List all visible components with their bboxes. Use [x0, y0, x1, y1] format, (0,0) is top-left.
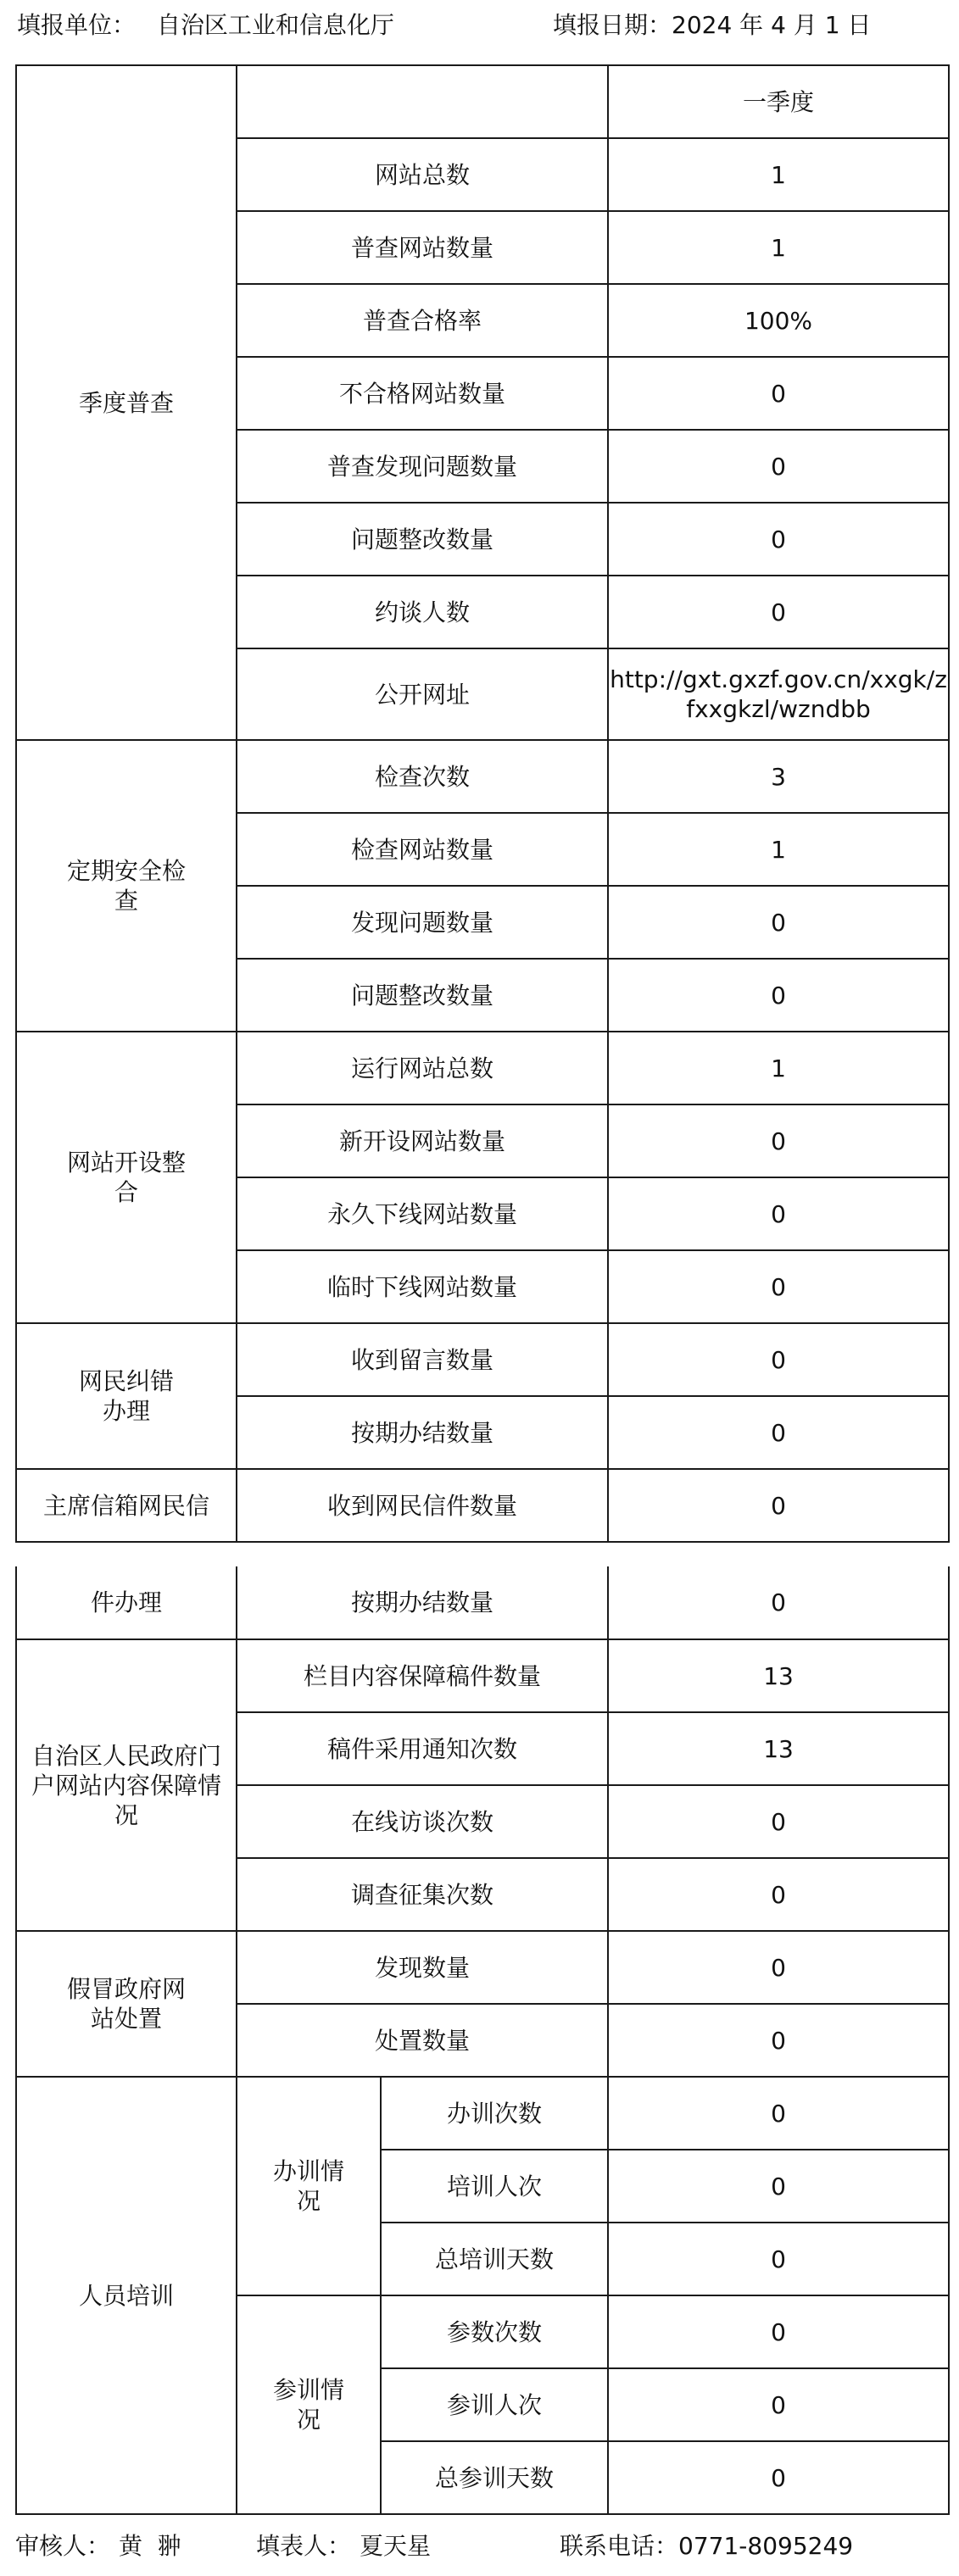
- filler: [256, 2529, 431, 2563]
- column-header: 一季度: [608, 65, 949, 138]
- row-label: 不合格网站数量: [237, 357, 608, 430]
- row-value: 0: [608, 1931, 949, 2004]
- row-label: 按期办结数量: [237, 1566, 608, 1639]
- row-label: 普查发现问题数量: [237, 430, 608, 503]
- row-value: 0: [608, 357, 949, 430]
- row-label: 约谈人数: [237, 576, 608, 648]
- row-value: 1: [608, 1032, 949, 1104]
- header-blank-cell: [237, 65, 608, 138]
- row-value: 0: [608, 576, 949, 648]
- row-value: 0: [608, 1177, 949, 1250]
- row-label: 普查网站数量: [237, 211, 608, 284]
- row-label: 总参训天数: [381, 2441, 608, 2514]
- row-value: 0: [608, 2077, 949, 2150]
- filler-value: 夏天星: [360, 2532, 432, 2560]
- row-label: 检查网站数量: [237, 813, 608, 886]
- row-label: 培训人次: [381, 2150, 608, 2223]
- row-value: 0: [608, 1785, 949, 1858]
- row-label: 普查合格率: [237, 284, 608, 357]
- unit-label: 填报单位：: [17, 11, 137, 39]
- row-label: 检查次数: [237, 740, 608, 813]
- row-value: 0: [608, 886, 949, 959]
- category-cell: 人员培训: [16, 2077, 237, 2514]
- row-label: 发现问题数量: [237, 886, 608, 959]
- filler-label: 填表人：: [256, 2532, 352, 2560]
- row-label: 参训人次: [381, 2368, 608, 2441]
- row-label: 发现数量: [237, 1931, 608, 2004]
- row-label: 稿件采用通知次数: [237, 1712, 608, 1785]
- row-value: 1: [608, 138, 949, 211]
- row-value: 0: [608, 2150, 949, 2223]
- row-value: 0: [608, 1104, 949, 1177]
- subcategory-cell: 办训情况: [237, 2077, 381, 2295]
- row-label: 办训次数: [381, 2077, 608, 2150]
- row-label: 在线访谈次数: [237, 1785, 608, 1858]
- row-label: 收到留言数量: [237, 1323, 608, 1396]
- subcategory-cell: 参训情况: [237, 2295, 381, 2514]
- row-label: 运行网站总数: [237, 1032, 608, 1104]
- row-label: 调查征集次数: [237, 1858, 608, 1931]
- phone-label: 联系电话：: [560, 2532, 679, 2560]
- category-cell: 网民纠错办理: [16, 1323, 237, 1469]
- row-label: 问题整改数量: [237, 503, 608, 576]
- category-cell: 定期安全检查: [16, 740, 237, 1032]
- row-value: 1: [608, 211, 949, 284]
- reviewer-label: 审核人：: [15, 2532, 111, 2560]
- category-cell: 假冒政府网站处置: [16, 1931, 237, 2077]
- row-label: 收到网民信件数量: [237, 1469, 608, 1542]
- report-unit: [17, 8, 394, 42]
- phone-value: 0771-8095249: [678, 2532, 854, 2560]
- date-value: 2024 年 4 月 1 日: [672, 11, 872, 39]
- row-label: 栏目内容保障稿件数量: [237, 1639, 608, 1712]
- category-cell: 网站开设整合: [16, 1032, 237, 1323]
- row-label: 问题整改数量: [237, 959, 608, 1032]
- row-value: 13: [608, 1712, 949, 1785]
- row-value: 0: [608, 1323, 949, 1396]
- row-value: 0: [608, 430, 949, 503]
- report-date: [553, 8, 871, 42]
- row-label: 网站总数: [237, 138, 608, 211]
- row-value: 0: [608, 1396, 949, 1469]
- unit-value: 自治区工业和信息化厅: [156, 11, 394, 39]
- row-value: 3: [608, 740, 949, 813]
- row-label: 临时下线网站数量: [237, 1250, 608, 1323]
- row-label: 公开网址: [237, 648, 608, 740]
- public-url-link[interactable]: http://gxt.gxzf.gov.cn/xxgk/zfxxgkzl/wzndbb: [608, 648, 949, 740]
- row-value: 0: [608, 2223, 949, 2295]
- row-value: 0: [608, 503, 949, 576]
- row-value: 0: [608, 1858, 949, 1931]
- row-label: 永久下线网站数量: [237, 1177, 608, 1250]
- row-value: 13: [608, 1639, 949, 1712]
- row-value: 0: [608, 1566, 949, 1639]
- row-label: 按期办结数量: [237, 1396, 608, 1469]
- row-label: 处置数量: [237, 2004, 608, 2077]
- row-value: 0: [608, 2004, 949, 2077]
- category-cell: 件办理: [16, 1566, 237, 1639]
- reviewer: [15, 2529, 181, 2563]
- row-label: 新开设网站数量: [237, 1104, 608, 1177]
- row-value: 0: [608, 2368, 949, 2441]
- date-label: 填报日期：: [553, 11, 672, 39]
- row-value: 1: [608, 813, 949, 886]
- row-value: 0: [608, 2441, 949, 2514]
- category-cell: 季度普查: [16, 65, 237, 740]
- row-value: 0: [608, 1250, 949, 1323]
- report-table-part1: [15, 64, 950, 1543]
- row-value: 100%: [608, 284, 949, 357]
- row-label: 参数次数: [381, 2295, 608, 2368]
- category-cell: 主席信箱网民信: [16, 1469, 237, 1542]
- row-value: 0: [608, 2295, 949, 2368]
- report-table-part2: [15, 1566, 950, 2515]
- row-value: 0: [608, 1469, 949, 1542]
- reviewer-value: 黄 翀: [119, 2532, 181, 2560]
- row-value: 0: [608, 959, 949, 1032]
- contact-phone: [560, 2529, 853, 2563]
- row-label: 总培训天数: [381, 2223, 608, 2295]
- category-cell: 自治区人民政府门户网站内容保障情况: [16, 1639, 237, 1931]
